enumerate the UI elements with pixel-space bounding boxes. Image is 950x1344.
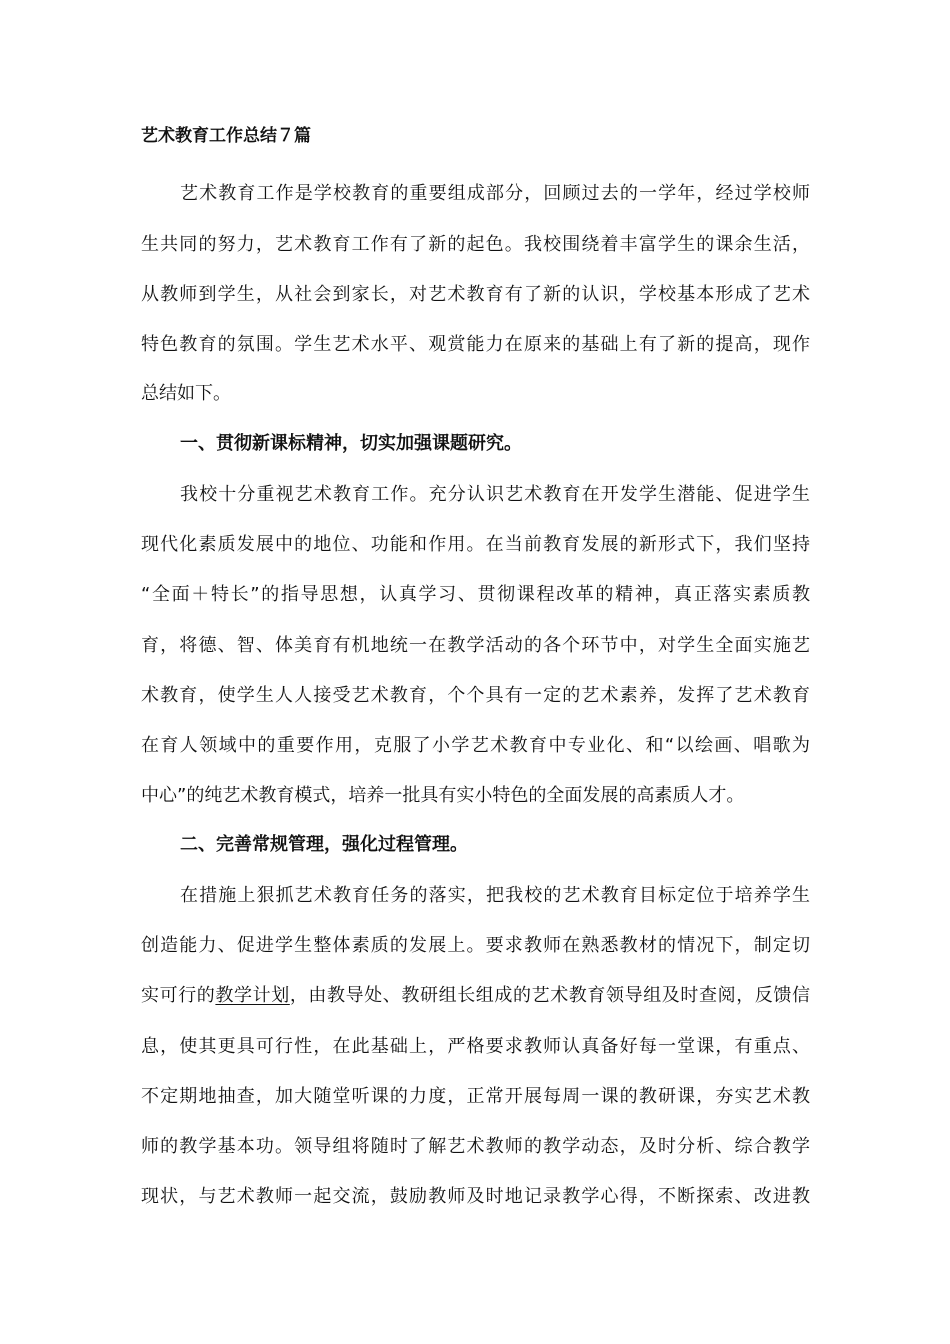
paragraph-line: 现状，与艺术教师一起交流，鼓励教师及时地记录教学心得，不断探索、改进教: [141, 1186, 810, 1207]
text-segment: 实可行的: [141, 985, 216, 1006]
paragraph-line-with-link: [141, 983, 810, 1009]
paragraph-line: 创造能力、促进学生整体素质的发展上。要求教师在熟悉教材的情况下，制定切: [141, 935, 810, 956]
paragraph-line: “全面＋特长”的指导思想，认真学习、贯彻课程改革的精神，真正落实素质教: [141, 584, 810, 605]
paragraph-line: 生共同的努力，艺术教育工作有了新的起色。我校围绕着丰富学生的课余生活，: [141, 234, 810, 255]
section-heading-1: 一、贯彻新课标精神，切实加强课题研究。: [180, 433, 522, 454]
paragraph-line: 不定期地抽查，加大随堂听课的力度，正常开展每周一课的教研课，夯实艺术教: [141, 1086, 810, 1107]
paragraph-line: 从教师到学生，从社会到家长，对艺术教育有了新的认识，学校基本形成了艺术: [141, 284, 810, 305]
paragraph-line: 我校十分重视艺术教育工作。充分认识艺术教育在开发学生潜能、促进学生: [180, 484, 810, 505]
paragraph-line: 师的教学基本功。领导组将随时了解艺术教师的教学动态，及时分析、综合教学: [141, 1136, 810, 1157]
paragraph-line: 息，使其更具可行性，在此基础上，严格要求教师认真备好每一堂课，有重点、: [141, 1036, 810, 1057]
paragraph-line: 在育人领域中的重要作用，克服了小学艺术教育中专业化、和“以绘画、唱歌为: [141, 735, 810, 756]
paragraph-line: 现代化素质发展中的地位、功能和作用。在当前教育发展的新形式下，我们坚持: [141, 534, 810, 555]
paragraph-line: 特色教育的氛围。学生艺术水平、观赏能力在原来的基础上有了新的提高，现作: [141, 334, 810, 355]
paragraph-line: 中心”的纯艺术教育模式，培养一批具有实小特色的全面发展的高素质人才。: [141, 785, 745, 806]
paragraph-line: 总结如下。: [141, 383, 231, 404]
paragraph-line: 术教育，使学生人人接受艺术教育，个个具有一定的艺术素养，发挥了艺术教育: [141, 685, 810, 706]
paragraph-line: 艺术教育工作是学校教育的重要组成部分，回顾过去的一学年，经过学校师: [180, 183, 810, 204]
teaching-plan-link[interactable]: 教学计划: [215, 985, 290, 1006]
text-segment: ，由教导处、教研组长组成的艺术教育领导组及时查阅，反馈信: [289, 985, 811, 1006]
section-heading-2: 二、完善常规管理，强化过程管理。: [180, 834, 468, 855]
paragraph-line: 育，将德、智、体美育有机地统一在教学活动的各个环节中，对学生全面实施艺: [141, 635, 810, 656]
document-title: 艺术教育工作总结７篇: [141, 126, 311, 146]
paragraph-line: 在措施上狠抓艺术教育任务的落实，把我校的艺术教育目标定位于培养学生: [180, 885, 810, 906]
